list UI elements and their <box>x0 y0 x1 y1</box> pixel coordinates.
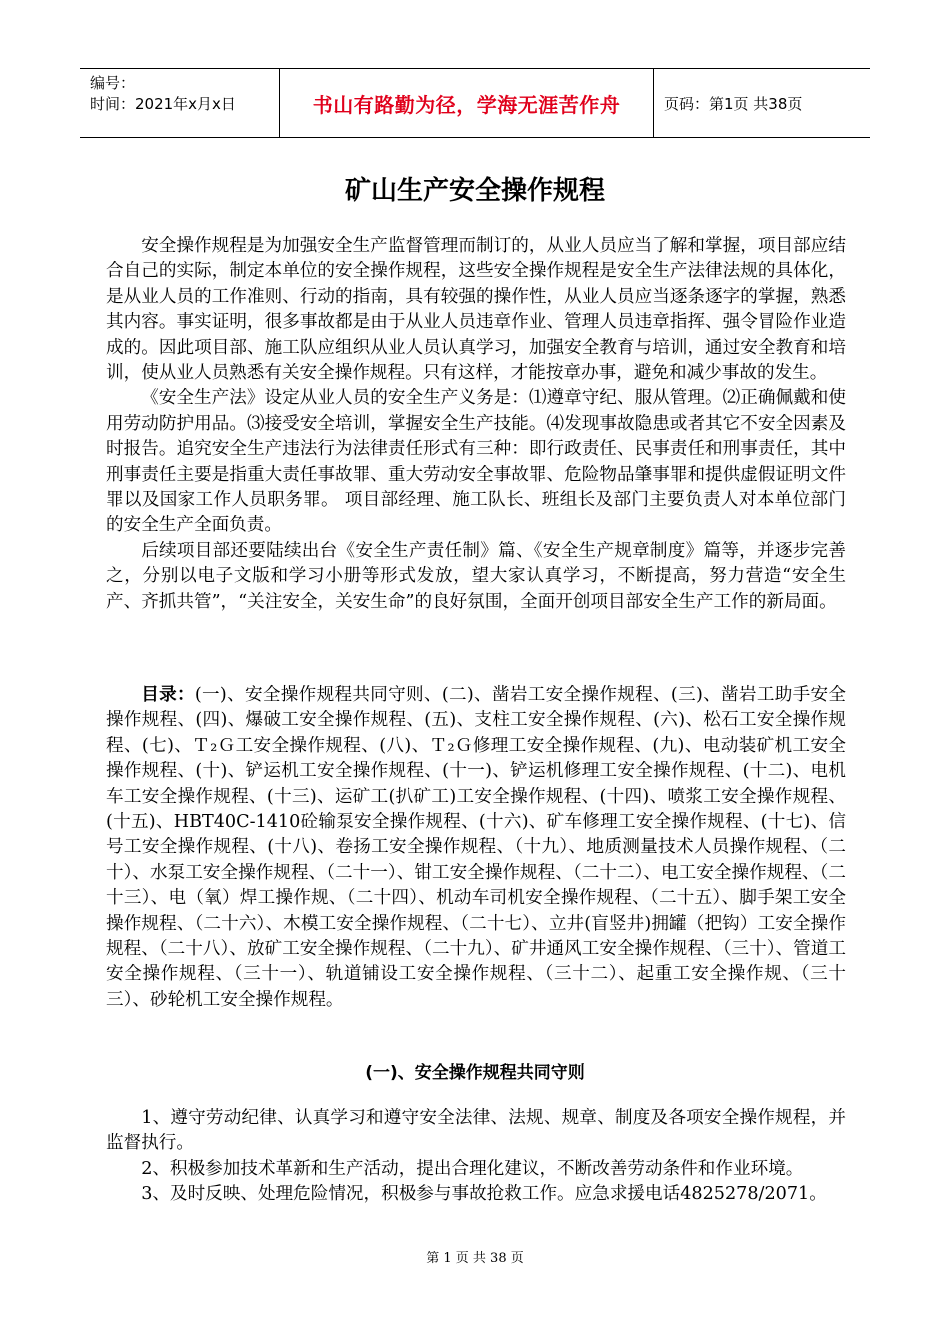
intro-paragraph-3: 后续项目部还要陆续出台《安全生产责任制》篇、《安全生产规章制度》篇等，并逐步完善之，分别以电子文版和学习小册等形式发放，望大家认真学习，不断提高，努力营造“安全生产、齐抓共管”，“关注安全，关安生命”的良好氛围，全面开创项目部安全生产工作的新局面。 <box>106 540 846 612</box>
rule-item: 1、遵守劳动纪律、认真学习和遵守安全法律、法规、规章、制度及各项安全操作规程，并监督执行。 <box>106 1108 846 1154</box>
header-motto: 书山有路勤为径，学海无涯苦作舟 <box>280 69 654 137</box>
toc-text: (一)、安全操作规程共同守则、(二)、凿岩工安全操作规程、(三)、凿岩工助手安全操作规程、(四)、爆破工安全操作规程、(五)、支柱工安全操作规程、(六)、松石工安全操作规程、(七)、Ｔ₂Ｇ工安全操作规程、(八)、Ｔ₂Ｇ修理工安全操作规程、(九)、电动装矿机工安全操作规程、(十)、铲运机工安全操作规程、(十一)、铲运机修理工安全操作规程、(十二)、电机车工安全操作规程、(十三)、运矿工(扒矿工)工安全操作规程、(十四)、喷浆工安全操作规程、(十五)、HBT40C-1410砼输泵安全操作规程、(十六)、矿车修理工安全操作规程、(十七)、信号工安全操作规程、(十八)、卷扬工安全操作规程、（十九）、地质测量技术人员操作规程、（二十）、水泵工安全操作规程、（二十一）、钳工安全操作规程、（二十二）、电工安全操作规程、（二十三）、电（氧）焊工操作规、（二十四）、机动车司机安全操作规程、（二十五）、脚手架工安全操作规程、（二十六）、木模工安全操作规程、（二十七）、立井(盲竖井)拥罐（把钩）工安全操作规程、（二十八）、放矿工安全操作规程、（二十九）、矿井通风工安全操作规程、（三十）、管道工安全操作规程、（三十一）、轨道铺设工安全操作规程、（三十二）、起重工安全操作规、（三十三）、砂轮机工安全操作规程。 <box>106 685 846 1010</box>
rules-list <box>106 1106 846 1208</box>
intro-paragraph-2: 《安全生产法》设定从业人员的安全生产义务是：⑴遵章守纪、服从管理。⑵正确佩戴和使用劳动防护用品。⑶接受安全培训，掌握安全生产技能。⑷发现事故隐患或者其它不安全因素及时报告。追究安全生产违法行为法律责任形式有三种：即行政责任、民事责任和刑事责任，其中刑事责任主要是指重大责任事故罪、重大劳动安全事故罪、危险物品肇事罪和提供虚假证明文件罪以及国家工作人员职务罪。 项目部经理、施工队长、班组长及部门主要负责人对本单位部门的安全生产全面负责。 <box>106 388 846 536</box>
page-footer: 第 1 页 共 38 页 <box>426 1251 524 1266</box>
header-page-info: 页码：第1页 共38页 <box>664 94 803 113</box>
section-heading: (一)、安全操作规程共同守则 <box>365 1063 585 1083</box>
page-header <box>80 68 870 138</box>
rule-item: 3、及时反映、处理危险情况，积极参与事故抢救工作。应急求援电话4825278/2071。 <box>141 1184 827 1205</box>
document-title: 矿山生产安全操作规程 <box>344 176 605 206</box>
document-number-label: 编号： <box>90 74 136 92</box>
toc-label: 目录： <box>141 685 195 705</box>
intro-paragraph-1: 安全操作规程是为加强安全生产监督管理而制订的，从业人员应当了解和掌握，项目部应结合自己的实际，制定本单位的安全操作规程，这些安全操作规程是安全生产法律法规的具体化，是从业人员的工作准则、行动的指南，具有较强的操作性，从业人员应当逐条逐字的掌握，熟悉其内容。事实证明，很多事故都是由于从业人员违章作业、管理人员违章指挥、强令冒险作业造成的。因此项目部、施工队应组织从业人员认真学习，加强安全教育与培训，通过安全教育和培训，使从业人员熟悉有关安全操作规程。只有这样，才能按章办事，避免和减少事故的发生。 <box>106 236 846 384</box>
table-of-contents <box>106 683 846 1013</box>
header-meta <box>80 69 280 137</box>
rule-item: 2、积极参加技术革新和生产活动，提出合理化建议，不断改善劳动条件和作业环境。 <box>141 1158 804 1179</box>
intro-section <box>106 234 846 615</box>
document-date: 时间：2021年x月x日 <box>90 95 236 113</box>
